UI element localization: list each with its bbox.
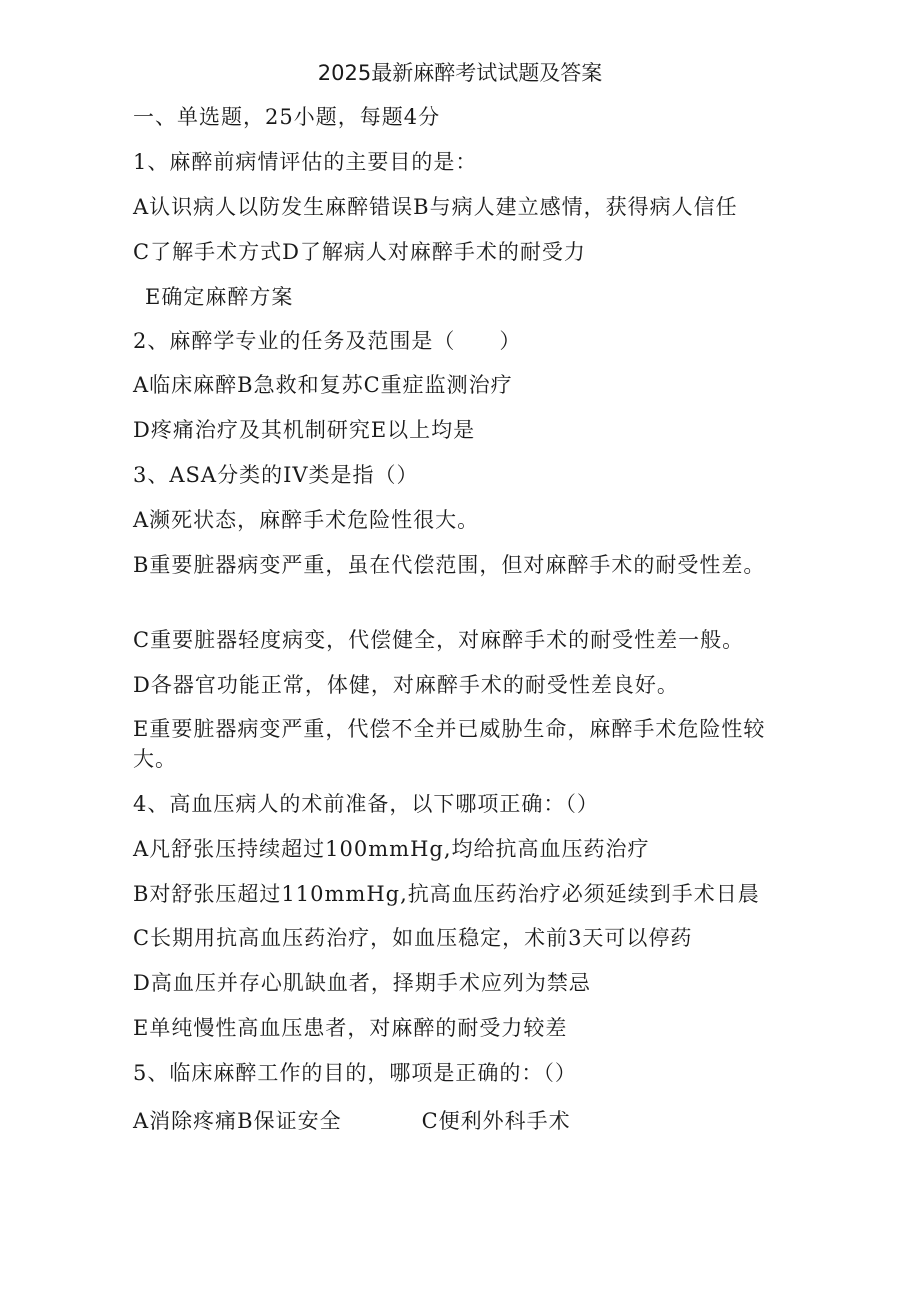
question-2-stem: 2、麻醉学专业的任务及范围是（ ）: [133, 329, 522, 353]
question-3-option-e: E重要脏器病变严重，代偿不全并已威胁生命，麻醉手术危险性较大。: [133, 717, 766, 771]
question-5-stem: 5、临床麻醉工作的目的，哪项是正确的：（）: [133, 1061, 577, 1085]
question-3-option-c: C重要脏器轻度病变，代偿健全，对麻醉手术的耐受性差一般。: [133, 628, 745, 652]
question-4-option-a: A凡舒张压持续超过100mmHg,均给抗高血压药治疗: [133, 837, 650, 861]
question-3-option-d: D各器官功能正常，体健，对麻醉手术的耐受性差良好。: [133, 673, 679, 697]
question-1-options-cd: C了解手术方式D了解病人对麻醉手术的耐受力: [133, 240, 586, 264]
question-4-option-d: D高血压并存心肌缺血者，择期手术应列为禁忌: [133, 971, 591, 995]
question-4-option-e: E单纯慢性高血压患者，对麻醉的耐受力较差: [133, 1016, 568, 1040]
question-1-option-e: E确定麻醉方案: [145, 285, 294, 309]
question-5-options-ab: A消除疼痛B保证安全: [133, 1109, 342, 1133]
question-5-option-c: C便利外科手术: [421, 1109, 571, 1133]
question-1-stem: 1、麻醉前病情评估的主要目的是：: [133, 150, 478, 174]
question-2-options-de: D疼痛治疗及其机制研究E以上均是: [133, 418, 476, 442]
question-1-options-ab: A认识病人以防发生麻醉错误B与病人建立感情，获得病人信任: [133, 195, 738, 219]
section-heading: 一、单选题，25小题，每题4分: [133, 105, 441, 129]
question-3-option-b: B重要脏器病变严重，虽在代偿范围，但对麻醉手术的耐受性差。: [133, 553, 766, 577]
question-4-stem: 4、高血压病人的术前准备，以下哪项正确：（）: [133, 792, 599, 816]
question-5-options: [133, 1106, 571, 1136]
question-2-options-abc: A临床麻醉B急救和复苏C重症监测治疗: [133, 373, 513, 397]
question-4-option-c: C长期用抗高血压药治疗，如血压稳定，术前3天可以停药: [133, 926, 693, 950]
question-4-option-b: B对舒张压超过110mmHg,抗高血压药治疗必须延续到手术日晨: [133, 882, 760, 906]
question-3-option-a: A濒死状态，麻醉手术危险性很大。: [133, 508, 480, 532]
document-title: 2025最新麻醉考试试题及答案: [317, 61, 603, 85]
question-3-stem: 3、ASA分类的IV类是指（）: [133, 463, 419, 487]
